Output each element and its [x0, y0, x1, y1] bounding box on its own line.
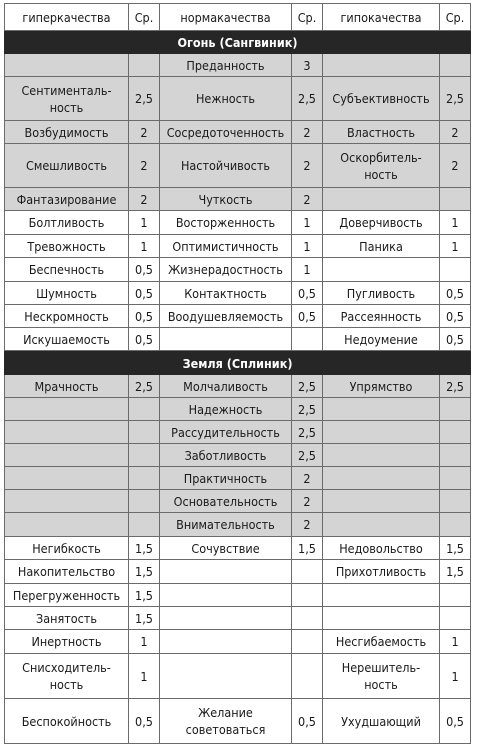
- quality-name-cell: Нежность: [160, 77, 292, 121]
- table-row: [5, 584, 471, 607]
- header-row: [5, 4, 471, 31]
- average-value-cell: 2: [129, 121, 160, 144]
- table-row: [5, 607, 471, 630]
- average-value-cell: 0,5: [440, 282, 471, 305]
- quality-name-cell: Сосредоточенность: [160, 121, 292, 144]
- table-row: [5, 490, 471, 513]
- average-value-cell: 2,5: [129, 375, 160, 398]
- quality-name-cell: Жизнерадостность: [160, 258, 292, 282]
- average-value-cell: 0,5: [129, 258, 160, 282]
- quality-name-cell: Инертность: [5, 630, 129, 654]
- average-value-cell: 0,5: [292, 699, 323, 744]
- table-row: [5, 305, 471, 328]
- average-value-cell: [129, 513, 160, 537]
- average-value-cell: 1: [440, 211, 471, 235]
- average-value-cell: 1,5: [440, 537, 471, 560]
- section-header-row: [5, 352, 471, 375]
- average-value-cell: 2: [440, 121, 471, 144]
- quality-name-cell: [5, 490, 129, 513]
- quality-name-cell: Ухудшающий: [323, 699, 440, 744]
- column-header: Ср.: [292, 4, 323, 31]
- quality-name-cell: Рассеянность: [323, 305, 440, 328]
- section-title: Земля (Сплиник): [5, 352, 471, 375]
- average-value-cell: [440, 607, 471, 630]
- quality-name-cell: Преданность: [160, 54, 292, 77]
- quality-name-cell: Властность: [323, 121, 440, 144]
- average-value-cell: 0,5: [292, 305, 323, 328]
- cell-text-line: Желание: [198, 705, 253, 720]
- average-value-cell: 0,5: [440, 699, 471, 744]
- table-row: [5, 513, 471, 537]
- quality-name-cell: [323, 144, 440, 188]
- quality-name-cell: Перегруженность: [5, 584, 129, 607]
- average-value-cell: [129, 398, 160, 421]
- table-row: [5, 121, 471, 144]
- average-value-cell: 2: [292, 467, 323, 490]
- table-row: [5, 444, 471, 467]
- average-value-cell: 0,5: [440, 328, 471, 351]
- quality-name-cell: [323, 188, 440, 211]
- quality-name-cell: [160, 328, 292, 351]
- quality-name-cell: [323, 54, 440, 77]
- quality-name-cell: Мрачность: [5, 375, 129, 398]
- average-value-cell: 2,5: [292, 421, 323, 444]
- average-value-cell: [440, 513, 471, 537]
- quality-name-cell: [160, 584, 292, 607]
- average-value-cell: 1: [129, 211, 160, 235]
- quality-name-cell: Молчаливость: [160, 375, 292, 398]
- average-value-cell: 0,5: [129, 699, 160, 744]
- quality-name-cell: [5, 654, 129, 699]
- average-value-cell: 2,5: [292, 375, 323, 398]
- quality-name-cell: [323, 467, 440, 490]
- cell-text-line: ность: [364, 677, 398, 692]
- cell-text-line: советоваться: [185, 722, 266, 737]
- quality-name-cell: [5, 513, 129, 537]
- quality-name-cell: Надежность: [160, 398, 292, 421]
- quality-name-cell: [323, 421, 440, 444]
- average-value-cell: 1,5: [129, 607, 160, 630]
- column-header: гипокачества: [323, 4, 440, 31]
- quality-name-cell: [5, 398, 129, 421]
- quality-name-cell: [5, 54, 129, 77]
- quality-name-cell: Негибкость: [5, 537, 129, 560]
- average-value-cell: [129, 54, 160, 77]
- average-value-cell: [292, 630, 323, 654]
- average-value-cell: 2: [440, 144, 471, 188]
- quality-name-cell: Упрямство: [323, 375, 440, 398]
- column-header: нормакачества: [160, 4, 292, 31]
- quality-name-cell: Пугливость: [323, 282, 440, 305]
- average-value-cell: 1: [129, 235, 160, 258]
- average-value-cell: [440, 54, 471, 77]
- quality-name-cell: Возбудимость: [5, 121, 129, 144]
- average-value-cell: [440, 188, 471, 211]
- average-value-cell: 1: [292, 235, 323, 258]
- quality-name-cell: [323, 444, 440, 467]
- table-row: [5, 537, 471, 560]
- cell-text-line: Оскорбитель-: [340, 149, 422, 165]
- quality-name-cell: [5, 77, 129, 121]
- average-value-cell: [129, 490, 160, 513]
- quality-name-cell: [160, 654, 292, 699]
- average-value-cell: 2: [292, 490, 323, 513]
- quality-name-cell: Нескромность: [5, 305, 129, 328]
- quality-name-cell: Тревожность: [5, 235, 129, 258]
- cell-text-line: Снисходитель-: [22, 660, 111, 675]
- quality-name-cell: [160, 699, 292, 744]
- average-value-cell: [292, 654, 323, 699]
- average-value-cell: [440, 467, 471, 490]
- quality-name-cell: Восторженность: [160, 211, 292, 235]
- quality-name-cell: [323, 584, 440, 607]
- average-value-cell: [440, 421, 471, 444]
- average-value-cell: 1: [292, 258, 323, 282]
- average-value-cell: [440, 444, 471, 467]
- quality-name-cell: [5, 444, 129, 467]
- quality-name-cell: Искушаемость: [5, 328, 129, 351]
- quality-name-cell: [323, 490, 440, 513]
- average-value-cell: [292, 328, 323, 351]
- table-row: [5, 282, 471, 305]
- average-value-cell: 2,5: [292, 444, 323, 467]
- average-value-cell: 2: [129, 144, 160, 188]
- cell-text-line: ность: [49, 677, 84, 692]
- quality-name-cell: Недоумение: [323, 328, 440, 351]
- average-value-cell: [440, 258, 471, 282]
- quality-name-cell: Прихотливость: [323, 560, 440, 584]
- quality-name-cell: [160, 607, 292, 630]
- average-value-cell: 2,5: [440, 375, 471, 398]
- quality-name-cell: Чуткость: [160, 188, 292, 211]
- table-row: [5, 77, 471, 121]
- average-value-cell: 0,5: [129, 328, 160, 351]
- table-row: [5, 560, 471, 584]
- average-value-cell: 1,5: [129, 560, 160, 584]
- average-value-cell: [440, 490, 471, 513]
- average-value-cell: 1,5: [292, 537, 323, 560]
- average-value-cell: 1,5: [440, 560, 471, 584]
- column-header: Ср.: [129, 4, 160, 31]
- average-value-cell: 0,5: [440, 305, 471, 328]
- table-row: [5, 467, 471, 490]
- quality-name-cell: Внимательность: [160, 513, 292, 537]
- average-value-cell: [292, 584, 323, 607]
- quality-name-cell: Доверчивость: [323, 211, 440, 235]
- quality-name-cell: Беспечность: [5, 258, 129, 282]
- quality-name-cell: Смешливость: [5, 144, 129, 188]
- section-header-row: [5, 31, 471, 54]
- average-value-cell: 1: [129, 654, 160, 699]
- cell-text-line: Сентименталь-: [21, 82, 112, 98]
- table-row: [5, 398, 471, 421]
- quality-name-cell: Шумность: [5, 282, 129, 305]
- average-value-cell: 1: [440, 630, 471, 654]
- quality-name-cell: Накопительство: [5, 560, 129, 584]
- table-row: [5, 421, 471, 444]
- quality-name-cell: Субъективность: [323, 77, 440, 121]
- average-value-cell: [440, 398, 471, 421]
- table-row: [5, 375, 471, 398]
- average-value-cell: [129, 444, 160, 467]
- average-value-cell: 1: [129, 630, 160, 654]
- average-value-cell: 0,5: [129, 305, 160, 328]
- average-value-cell: 2,5: [129, 77, 160, 121]
- cell-text-line: ность: [49, 99, 84, 115]
- average-value-cell: 1: [440, 235, 471, 258]
- cell-text-line: Нерешитель-: [341, 660, 421, 675]
- quality-name-cell: Болтливость: [5, 211, 129, 235]
- quality-name-cell: [160, 560, 292, 584]
- quality-name-cell: [323, 654, 440, 699]
- average-value-cell: [129, 421, 160, 444]
- average-value-cell: 2: [292, 188, 323, 211]
- quality-name-cell: Основательность: [160, 490, 292, 513]
- quality-name-cell: [323, 513, 440, 537]
- quality-name-cell: Контактность: [160, 282, 292, 305]
- quality-name-cell: Паника: [323, 235, 440, 258]
- average-value-cell: [292, 560, 323, 584]
- table-row: [5, 211, 471, 235]
- table-row: [5, 54, 471, 77]
- table-row: [5, 235, 471, 258]
- average-value-cell: 2: [129, 188, 160, 211]
- table-row: [5, 188, 471, 211]
- quality-name-cell: Рассудительность: [160, 421, 292, 444]
- average-value-cell: [440, 584, 471, 607]
- qualities-table-2: [4, 351, 471, 744]
- average-value-cell: 2,5: [292, 398, 323, 421]
- average-value-cell: 2: [292, 144, 323, 188]
- quality-name-cell: Недовольство: [323, 537, 440, 560]
- quality-name-cell: [5, 421, 129, 444]
- quality-name-cell: [323, 258, 440, 282]
- average-value-cell: [292, 607, 323, 630]
- average-value-cell: 3: [292, 54, 323, 77]
- quality-name-cell: Несгибаемость: [323, 630, 440, 654]
- quality-name-cell: [323, 607, 440, 630]
- column-header: гиперкачества: [5, 4, 129, 31]
- average-value-cell: 1,5: [129, 537, 160, 560]
- quality-name-cell: Занятость: [5, 607, 129, 630]
- column-header: Ср.: [440, 4, 471, 31]
- table-row: [5, 258, 471, 282]
- average-value-cell: 0,5: [292, 282, 323, 305]
- quality-name-cell: [160, 630, 292, 654]
- average-value-cell: 1: [292, 211, 323, 235]
- quality-name-cell: Оптимистичность: [160, 235, 292, 258]
- average-value-cell: 1: [440, 654, 471, 699]
- qualities-table-1: [4, 3, 471, 351]
- cell-text-line: ность: [364, 166, 398, 182]
- quality-name-cell: Заботливость: [160, 444, 292, 467]
- table-row: [5, 144, 471, 188]
- quality-name-cell: Фантазирование: [5, 188, 129, 211]
- average-value-cell: 2,5: [292, 77, 323, 121]
- table-row: [5, 654, 471, 699]
- average-value-cell: 1,5: [129, 584, 160, 607]
- quality-name-cell: Воодушевляемость: [160, 305, 292, 328]
- section-title: Огонь (Сангвиник): [5, 31, 471, 54]
- quality-name-cell: Беспокойность: [5, 699, 129, 744]
- average-value-cell: [129, 467, 160, 490]
- average-value-cell: 2,5: [440, 77, 471, 121]
- average-value-cell: 0,5: [129, 282, 160, 305]
- quality-name-cell: Настойчивость: [160, 144, 292, 188]
- table-row: [5, 328, 471, 351]
- quality-name-cell: Сочувствие: [160, 537, 292, 560]
- average-value-cell: 2: [292, 121, 323, 144]
- table-row: [5, 699, 471, 744]
- quality-name-cell: Практичность: [160, 467, 292, 490]
- quality-name-cell: [323, 398, 440, 421]
- table-row: [5, 630, 471, 654]
- average-value-cell: 2: [292, 513, 323, 537]
- quality-name-cell: [5, 467, 129, 490]
